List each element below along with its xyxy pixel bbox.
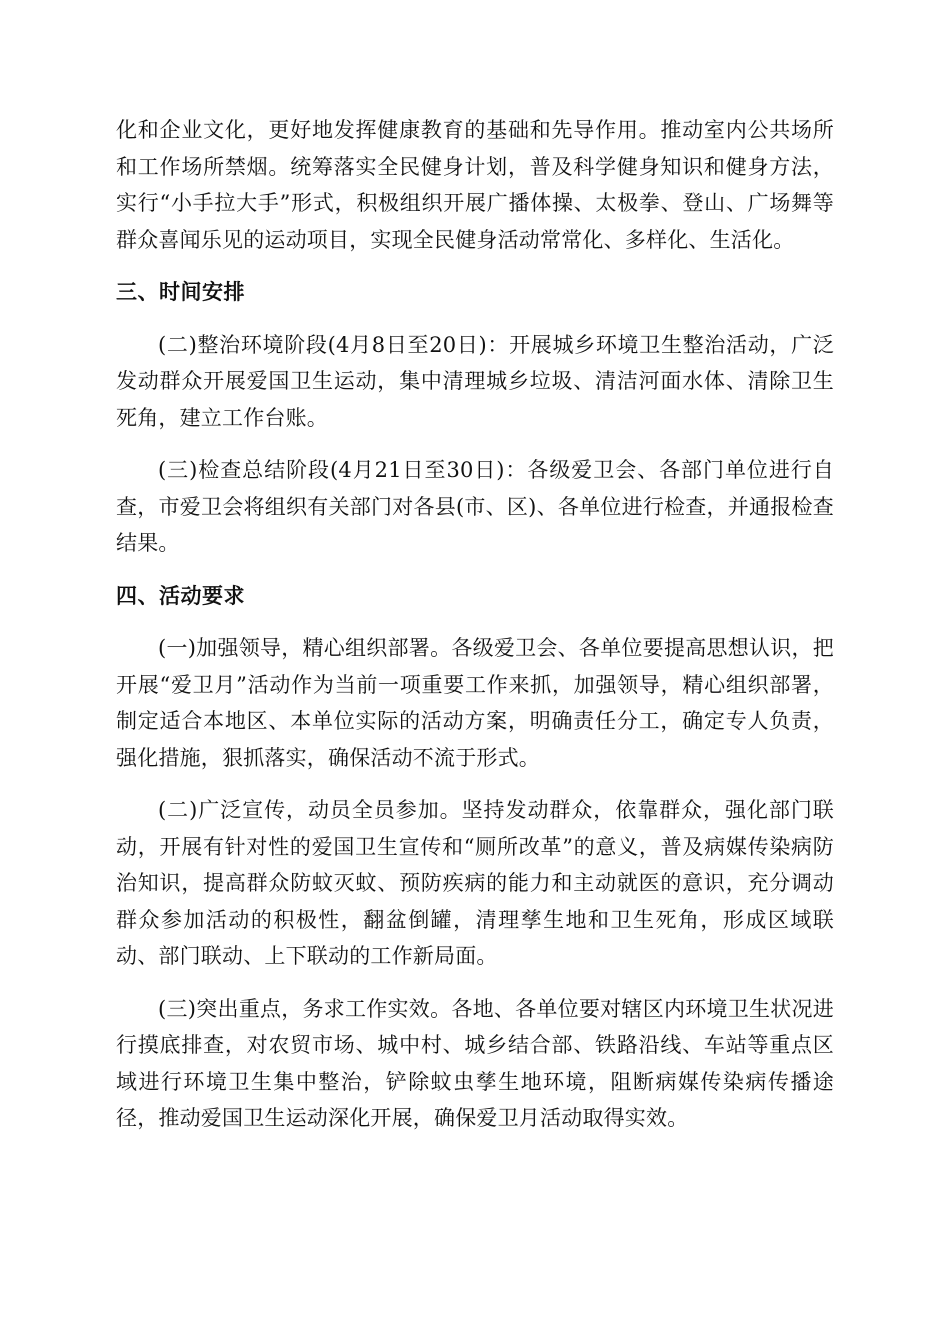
spacer: [116, 311, 834, 327]
section-heading-requirements: 四、活动要求: [116, 583, 245, 608]
spacer: [116, 776, 834, 792]
spacer: [116, 975, 834, 991]
schedule-paragraph-3: (三)检查总结阶段(4月21日至30日)：各级爱卫会、各部门单位进行自查，市爱卫会将组织有关部门对各县(市、区)、各单位进行检查，并通报检查结果。: [116, 458, 834, 555]
section-heading-schedule: 三、时间安排: [116, 280, 245, 304]
intro-paragraph: 化和企业文化，更好地发挥健康教育的基础和先导作用。推动室内公共场所和工作场所禁烟。统筹落实全民健身计划，普及科学健身知识和健身方法，实行“小手拉大手”形式，积极组织开展广播体操、太极拳、登山、广场舞等群众喜闻乐见的运动项目，实现全民健身活动常常化、多样化、生活化。: [116, 118, 834, 252]
requirement-paragraph-3: (三)突出重点，务求工作实效。各地、各单位要对辖区内环境卫生状况进行摸底排查，对农贸市场、城中村、城乡结合部、铁路沿线、车站等重点区域进行环境卫生集中整治，铲除蚊虫孳生地环境，阻断病媒传染病传播途径，推动爱国卫生运动深化开展，确保爱卫月活动取得实效。: [116, 996, 834, 1130]
requirement-paragraph-1: (一)加强领导，精心组织部署。各级爱卫会、各单位要提高思想认识，把开展“爱卫月”活动作为当前一项重要工作来抓，加强领导，精心组织部署，制定适合本地区、本单位实际的活动方案，明确责任分工，确定专人负责，强化措施，狠抓落实，确保活动不流于形式。: [116, 636, 834, 770]
schedule-paragraph-2: (二)整治环境阶段(4月8日至20日)：开展城乡环境卫生整治活动，广泛发动群众开展爱国卫生运动，集中清理城乡垃圾、清洁河面水体、清除卫生死角，建立工作台账。: [116, 332, 834, 430]
spacer: [116, 614, 834, 630]
requirement-paragraph-2: (二)广泛宣传，动员全员参加。坚持发动群众，依靠群众，强化部门联动，开展有针对性的爱国卫生宣传和“厕所改革”的意义，普及病媒传染病防治知识，提高群众防蚊灭蚊、预防疾病的能力和主动就医的意识，充分调动群众参加活动的积极性，翻盆倒罐，清理孳生地和卫生死角，形成区域联动、部门联动、上下联动的工作新局面。: [116, 798, 834, 968]
spacer: [116, 436, 834, 452]
spacer: [116, 562, 834, 578]
document-page: [116, 112, 834, 1137]
spacer: [116, 258, 834, 274]
